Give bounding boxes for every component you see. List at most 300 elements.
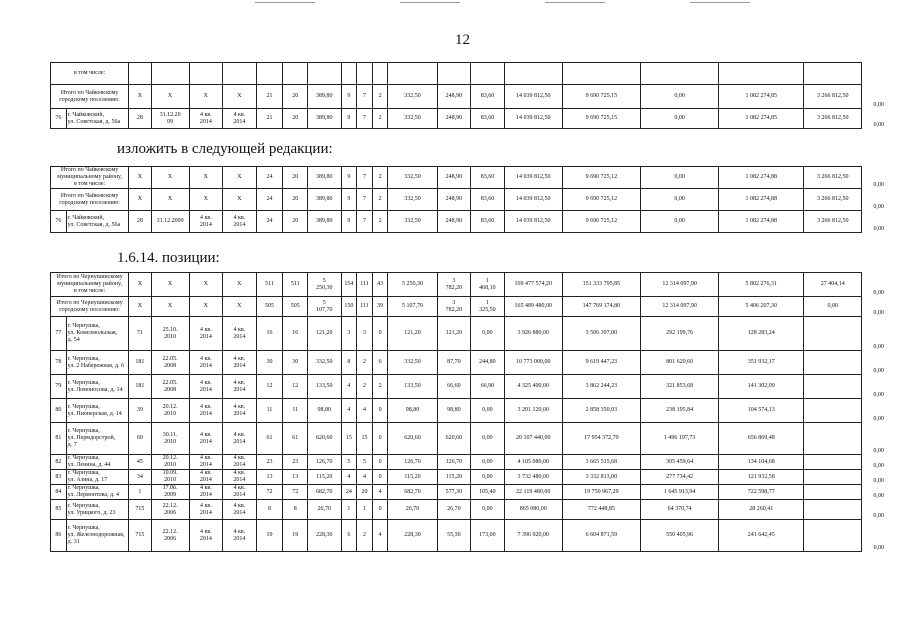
- data-cell: 238 195,84: [640, 399, 718, 423]
- table-3-positions: [50, 272, 896, 552]
- data-cell: 4: [341, 375, 357, 399]
- row-number-cell: 77: [51, 317, 67, 351]
- data-cell: 0,00: [873, 367, 884, 374]
- data-cell: 4 кв. 2014: [223, 485, 257, 500]
- data-cell: 6: [341, 520, 357, 552]
- empty-cell: [357, 63, 373, 85]
- data-cell: 4 кв. 2014: [189, 109, 223, 129]
- row-number-cell: 85: [51, 500, 67, 520]
- data-cell: 228,30: [388, 520, 437, 552]
- data-cell: 511: [283, 273, 308, 297]
- data-cell: 26,70: [388, 500, 437, 520]
- data-cell: 5: [357, 455, 373, 470]
- data-cell: 8: [283, 500, 308, 520]
- data-cell: 27 404,14: [804, 273, 862, 297]
- page-number: 12: [455, 32, 470, 48]
- data-cell: 4 кв. 2014: [189, 455, 223, 470]
- data-cell: 83,60: [471, 109, 505, 129]
- empty-cell: [256, 63, 283, 85]
- data-cell: 321 853,68: [640, 375, 718, 399]
- data-cell: 133,50: [388, 375, 437, 399]
- empty-cell: [283, 63, 308, 85]
- empty-cell: [189, 63, 223, 85]
- data-cell: 72: [283, 485, 308, 500]
- table-row: [51, 455, 896, 470]
- data-cell: 656 869,48: [719, 423, 804, 455]
- empty-cell: [562, 63, 640, 85]
- data-cell: 4 кв. 2014: [223, 500, 257, 520]
- data-cell: 3 266 812,50: [804, 167, 862, 189]
- data-cell: 0: [372, 455, 388, 470]
- data-cell: 332,50: [308, 351, 342, 375]
- data-cell: 13: [256, 470, 283, 485]
- data-cell: 61: [283, 423, 308, 455]
- data-cell: 4 кв. 2014: [189, 375, 223, 399]
- data-cell: [804, 455, 862, 470]
- data-cell: 25.10. 2010: [151, 317, 189, 351]
- row-number-cell: 82: [51, 455, 67, 470]
- data-cell: 0,00: [641, 211, 719, 233]
- data-cell: 0,00: [873, 391, 884, 398]
- empty-cell: [471, 63, 505, 85]
- table-row: [51, 273, 896, 297]
- data-cell: 104 574,13: [719, 399, 804, 423]
- data-cell: 2: [372, 375, 388, 399]
- data-cell: 5 802 276,31: [719, 273, 804, 297]
- data-cell: 722 598,77: [719, 485, 804, 500]
- data-cell: 141 302,09: [719, 375, 804, 399]
- data-cell: 24: [256, 167, 283, 189]
- data-cell: 128 283,24: [719, 317, 804, 351]
- row-name-cell: г. Чернушка, ул. Пермдорстрой, д. 7: [66, 423, 129, 455]
- data-cell: 24: [256, 211, 283, 233]
- data-cell: 7: [357, 211, 373, 233]
- data-cell: 98,80: [308, 399, 342, 423]
- data-cell: 9 690 725,12: [562, 189, 640, 211]
- data-cell: 4 кв. 2014: [189, 423, 223, 455]
- data-cell: 14 039 812,50: [504, 167, 562, 189]
- table-row: [51, 470, 896, 485]
- table-row: [51, 399, 896, 423]
- data-cell: 10 773 000,00: [504, 351, 562, 375]
- data-cell: 8: [256, 500, 283, 520]
- data-cell: 14 039 812,50: [504, 211, 562, 233]
- data-cell: 0,00: [873, 512, 884, 519]
- data-cell: 181: [129, 375, 151, 399]
- data-cell: X: [129, 85, 151, 109]
- data-cell: 389,80: [308, 109, 342, 129]
- data-cell: 4: [357, 470, 373, 485]
- empty-cell: [151, 63, 189, 85]
- data-cell: 19: [256, 520, 283, 552]
- data-cell: 111: [357, 273, 373, 297]
- table-row: [51, 85, 896, 109]
- data-cell: 3 665 515,68: [562, 455, 640, 470]
- data-cell: 332,50: [388, 167, 437, 189]
- row-name-cell: Итого по Чайковскому городскому поселению:: [51, 85, 129, 109]
- data-cell: 0,00: [873, 225, 885, 232]
- data-cell: 22 119 480,00: [504, 485, 562, 500]
- data-cell: 2: [357, 520, 373, 552]
- row-number-cell: 80: [51, 399, 67, 423]
- data-cell: 277 734,42: [640, 470, 718, 485]
- data-cell: X: [189, 273, 223, 297]
- data-cell: 6 604 871,59: [562, 520, 640, 552]
- data-cell: 5: [341, 455, 357, 470]
- data-cell: 0,00: [471, 317, 505, 351]
- data-cell: 5 250,30: [308, 273, 342, 297]
- data-cell: 147 769 174,80: [562, 297, 640, 317]
- table-row-label: [51, 63, 896, 85]
- table-row: [51, 167, 896, 189]
- data-cell: 9 690 725,12: [562, 211, 640, 233]
- data-cell: X: [151, 189, 189, 211]
- data-cell: 1 645 913,94: [640, 485, 718, 500]
- data-cell: 98,80: [388, 399, 437, 423]
- data-cell: 26,70: [308, 500, 342, 520]
- row-number-cell: 83: [51, 470, 67, 485]
- data-cell: 12 314 097,90: [640, 273, 718, 297]
- table-row: [51, 423, 896, 455]
- data-cell: 332,50: [388, 85, 437, 109]
- data-cell: 16: [256, 317, 283, 351]
- data-cell: 24: [256, 189, 283, 211]
- data-cell: 105,40: [471, 485, 505, 500]
- data-cell: 4 кв. 2014: [223, 317, 257, 351]
- top-rule-2: [400, 2, 460, 3]
- table-row: [51, 520, 896, 552]
- data-cell: 39: [129, 399, 151, 423]
- row-number-cell: 76: [51, 109, 67, 129]
- data-cell: 1: [357, 500, 373, 520]
- row-number-cell: 86: [51, 520, 67, 552]
- data-cell: 154: [341, 273, 357, 297]
- data-cell: 71: [129, 317, 151, 351]
- row-name-cell: г. Чернушка, ул. Урицкого, д. 23: [66, 500, 129, 520]
- data-cell: 28 260,41: [719, 500, 804, 520]
- data-cell: 505: [283, 297, 308, 317]
- data-cell: 4 кв. 2014: [223, 375, 257, 399]
- data-cell: 620,60: [308, 423, 342, 455]
- data-cell: 121,20: [308, 317, 342, 351]
- row-number-cell: 76: [51, 211, 67, 233]
- data-cell: 66,60: [437, 375, 471, 399]
- data-cell: 72: [256, 485, 283, 500]
- data-cell: 22.05. 2008: [151, 351, 189, 375]
- row-name-cell: г. Чайковский, ул. Советская, д. 56а: [66, 109, 129, 129]
- data-cell: 3 506 397,00: [562, 317, 640, 351]
- table-row: [51, 317, 896, 351]
- data-cell: 121 932,58: [719, 470, 804, 485]
- data-cell: 19: [283, 520, 308, 552]
- data-cell: 61: [256, 423, 283, 455]
- data-cell: 3: [341, 317, 357, 351]
- data-cell: 39: [372, 297, 388, 317]
- data-cell: X: [151, 85, 189, 109]
- data-cell: 1: [341, 500, 357, 520]
- data-cell: 0: [372, 399, 388, 423]
- data-cell: 4: [341, 470, 357, 485]
- empty-cell: [388, 63, 437, 85]
- empty-cell: [437, 63, 471, 85]
- data-cell: 14 039 812,50: [504, 189, 562, 211]
- data-cell: 682,70: [388, 485, 437, 500]
- heading-new-edition: изложить в следующей редакции:: [117, 141, 333, 157]
- data-cell: 332,50: [388, 351, 437, 375]
- data-cell: 7: [357, 85, 373, 109]
- data-cell: 13: [283, 470, 308, 485]
- empty-cell: [862, 63, 896, 85]
- empty-cell: [223, 63, 257, 85]
- data-cell: [804, 470, 862, 485]
- data-cell: 4: [372, 485, 388, 500]
- data-cell: 98,80: [437, 399, 471, 423]
- top-rule-4: [690, 2, 750, 3]
- data-cell: 4 кв. 2014: [223, 399, 257, 423]
- data-cell: X: [189, 167, 223, 189]
- data-cell: 3 782,20: [437, 273, 471, 297]
- data-cell: X: [151, 167, 189, 189]
- data-cell: [804, 351, 862, 375]
- data-cell: X: [189, 189, 223, 211]
- empty-cell: [804, 63, 862, 85]
- data-cell: 0,00: [641, 85, 719, 109]
- data-cell: 17.06. 2009: [151, 485, 189, 500]
- top-rule-3: [545, 2, 605, 3]
- data-cell: 2: [372, 211, 388, 233]
- data-cell: [804, 317, 862, 351]
- row-name-cell: г. Чернушка, ул. Ломоносова, д. 14: [66, 375, 129, 399]
- data-cell: 150: [341, 297, 357, 317]
- data-cell: 134 104,68: [719, 455, 804, 470]
- data-cell: 4 кв. 2014: [223, 520, 257, 552]
- data-cell: 22.12. 2006: [151, 500, 189, 520]
- data-cell: 4 кв. 2014: [223, 211, 257, 233]
- data-cell: X: [223, 273, 257, 297]
- data-cell: 55,30: [437, 520, 471, 552]
- data-cell: 332,50: [388, 109, 437, 129]
- data-cell: 3 201 120,00: [504, 399, 562, 423]
- data-cell: 4: [341, 399, 357, 423]
- data-cell: 3 266 812,50: [804, 189, 862, 211]
- data-cell: 2: [372, 167, 388, 189]
- data-cell: 20: [283, 85, 308, 109]
- data-cell: X: [189, 297, 223, 317]
- empty-cell: [341, 63, 357, 85]
- row-name-cell: Итого по Чернушинскому городскому поселению:: [51, 297, 129, 317]
- data-cell: 126,70: [437, 455, 471, 470]
- data-cell: 45: [129, 455, 151, 470]
- table-row: [51, 485, 896, 500]
- data-cell: 83,60: [471, 211, 505, 233]
- data-cell: 4: [372, 520, 388, 552]
- data-cell: 4 кв. 2014: [189, 211, 223, 233]
- data-cell: 4 кв. 2014: [223, 470, 257, 485]
- data-cell: 126,70: [308, 455, 342, 470]
- data-cell: 20: [283, 211, 308, 233]
- data-cell: 3 782,20: [437, 297, 471, 317]
- data-cell: [804, 399, 862, 423]
- data-cell: 0: [372, 423, 388, 455]
- data-cell: 4 кв. 2014: [189, 399, 223, 423]
- data-cell: 83,60: [471, 85, 505, 109]
- data-cell: 292 199,76: [640, 317, 718, 351]
- data-cell: 20.12. 2010: [151, 455, 189, 470]
- table-row: [51, 109, 896, 129]
- row-name-cell: г. Чернушка, ул. Ленина, д. 44: [66, 455, 129, 470]
- data-cell: 241 642,45: [719, 520, 804, 552]
- data-cell: 9: [341, 109, 357, 129]
- data-cell: [804, 375, 862, 399]
- data-cell: 23: [283, 455, 308, 470]
- data-cell: 1 082 274,88: [719, 211, 804, 233]
- data-cell: 248,90: [437, 211, 471, 233]
- data-cell: 7: [357, 189, 373, 211]
- data-cell: 20: [357, 485, 373, 500]
- data-cell: 248,90: [437, 85, 471, 109]
- row-name-cell: г. Чайковский, ул. Советская, д. 56а: [66, 211, 129, 233]
- data-cell: 332,50: [388, 211, 437, 233]
- data-cell: 4: [357, 399, 373, 423]
- data-cell: 126,70: [388, 455, 437, 470]
- data-cell: 577,30: [437, 485, 471, 500]
- data-cell: 24: [341, 485, 357, 500]
- data-cell: 351 932,17: [719, 351, 804, 375]
- data-cell: 7: [357, 109, 373, 129]
- data-cell: 801 620,60: [640, 351, 718, 375]
- data-cell: 682,70: [308, 485, 342, 500]
- data-cell: 9: [341, 167, 357, 189]
- data-cell: 0,00: [471, 470, 505, 485]
- data-cell: 7: [357, 167, 373, 189]
- data-cell: 121,20: [437, 317, 471, 351]
- data-cell: 15: [357, 423, 373, 455]
- data-cell: 3 266 812,50: [804, 211, 862, 233]
- data-cell: 332,50: [388, 189, 437, 211]
- data-cell: X: [223, 189, 257, 211]
- data-cell: 115,20: [437, 470, 471, 485]
- data-cell: 772 448,85: [562, 500, 640, 520]
- data-cell: 305 459,64: [640, 455, 718, 470]
- data-cell: 3 732 480,00: [504, 470, 562, 485]
- data-cell: X: [129, 273, 151, 297]
- table-row: [51, 500, 896, 520]
- table-row: [51, 351, 896, 375]
- data-cell: X: [223, 167, 257, 189]
- data-cell: 115,20: [308, 470, 342, 485]
- data-cell: X: [223, 85, 257, 109]
- data-cell: 20 107 440,00: [504, 423, 562, 455]
- data-cell: 121,20: [388, 317, 437, 351]
- table-row: [51, 211, 896, 233]
- data-cell: 31.12.20 09: [151, 109, 189, 129]
- data-cell: 28: [129, 109, 151, 129]
- data-cell: [804, 500, 862, 520]
- data-cell: 4 кв. 2014: [223, 455, 257, 470]
- data-cell: 0,00: [471, 500, 505, 520]
- data-cell: 0,00: [873, 203, 884, 210]
- data-cell: 3 926 880,00: [504, 317, 562, 351]
- row-label-cell: в том числе:: [51, 63, 129, 85]
- table-row: [51, 375, 896, 399]
- data-cell: 4 кв. 2014: [189, 470, 223, 485]
- data-cell: 19 750 967,29: [562, 485, 640, 500]
- data-cell: 111: [357, 297, 373, 317]
- data-cell: 14 039 812,50: [504, 109, 562, 129]
- data-cell: 0,00: [873, 289, 884, 296]
- top-rule-1: [255, 2, 315, 3]
- data-cell: 173,00: [471, 520, 505, 552]
- data-cell: 389,80: [308, 189, 342, 211]
- data-cell: 4 кв. 2014: [223, 423, 257, 455]
- data-cell: 5 250,30: [388, 273, 437, 297]
- data-cell: 4 кв. 2014: [223, 109, 257, 129]
- data-cell: 4 325 400,00: [504, 375, 562, 399]
- data-cell: 0,00: [471, 423, 505, 455]
- data-cell: X: [129, 167, 151, 189]
- data-cell: 34: [129, 470, 151, 485]
- data-cell: 3 266 812,50: [804, 85, 862, 109]
- data-cell: 9: [341, 85, 357, 109]
- empty-cell: [504, 63, 562, 85]
- data-cell: 4 105 080,00: [504, 455, 562, 470]
- data-cell: 0,00: [873, 462, 884, 469]
- data-cell: 1 082 274,85: [719, 85, 804, 109]
- data-cell: 4 кв. 2014: [189, 500, 223, 520]
- data-cell: 43: [372, 273, 388, 297]
- data-cell: 0,00: [641, 109, 719, 129]
- data-cell: 0,00: [873, 447, 884, 454]
- data-cell: 3 332 813,00: [562, 470, 640, 485]
- table-1-old-version: [50, 62, 896, 129]
- data-cell: 248,90: [437, 109, 471, 129]
- data-cell: 0: [372, 500, 388, 520]
- data-cell: 2: [372, 109, 388, 129]
- data-cell: 4 кв. 2014: [223, 351, 257, 375]
- data-cell: 9 690 725,15: [562, 85, 640, 109]
- row-number-cell: 79: [51, 375, 67, 399]
- data-cell: 865 080,00: [504, 500, 562, 520]
- data-cell: 9: [341, 189, 357, 211]
- row-name-cell: Итого по Чернушинскому муниципальному району, в том числе:: [51, 273, 129, 297]
- data-cell: 0,00: [471, 399, 505, 423]
- data-cell: 14 039 812,50: [504, 85, 562, 109]
- empty-cell: [129, 63, 151, 85]
- row-name-cell: г. Чернушка, ул. Пионерская, д. 14: [66, 399, 129, 423]
- data-cell: 1 082 274,88: [719, 189, 804, 211]
- data-cell: 23: [256, 455, 283, 470]
- row-name-cell: г. Чернушка, ул. Комсомольская, д. 54: [66, 317, 129, 351]
- data-cell: 2: [357, 351, 373, 375]
- data-cell: 20: [283, 109, 308, 129]
- data-cell: 248,90: [437, 167, 471, 189]
- table-2-new-version: [50, 166, 896, 233]
- row-name-cell: г. Чернушка, ул. Лермонтова, д. 4: [66, 485, 129, 500]
- data-cell: [804, 520, 862, 552]
- data-cell: X: [151, 297, 189, 317]
- data-cell: 2 858 350,03: [562, 399, 640, 423]
- data-cell: 0,00: [804, 297, 862, 317]
- data-cell: 21: [256, 109, 283, 129]
- data-cell: 1: [129, 485, 151, 500]
- data-cell: 5 107,70: [388, 297, 437, 317]
- data-cell: 0,00: [873, 101, 884, 108]
- data-cell: 10.09. 2010: [151, 470, 189, 485]
- empty-cell: [372, 63, 388, 85]
- data-cell: 31.12.2009: [151, 211, 189, 233]
- data-cell: 83,60: [471, 189, 505, 211]
- data-cell: 0,00: [641, 167, 719, 189]
